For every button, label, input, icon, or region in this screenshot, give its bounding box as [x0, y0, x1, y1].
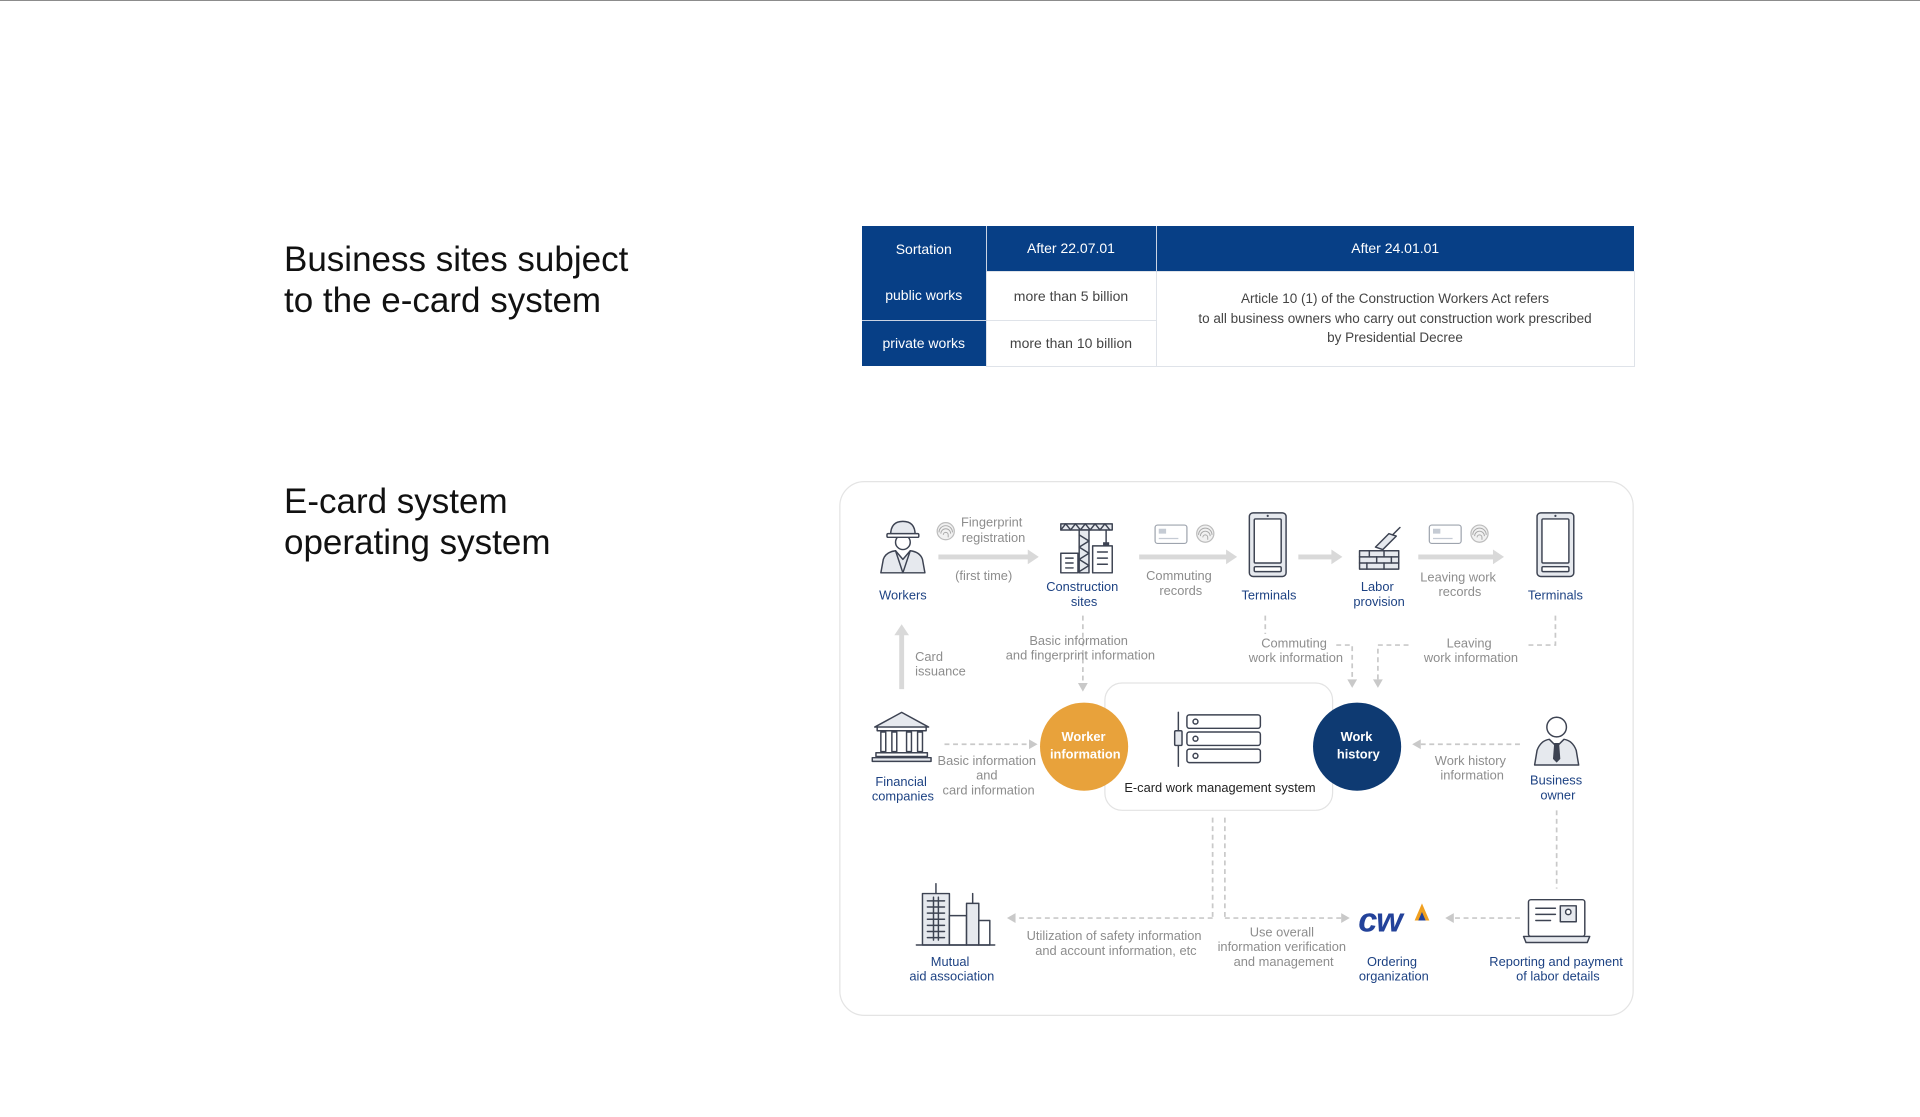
- flow-label-line: Commuting: [1146, 568, 1212, 584]
- node-label-line: Business: [1530, 772, 1583, 788]
- header-after-22-07-01: After 22.07.01: [986, 226, 1156, 271]
- flow-label-line: work information: [1248, 650, 1343, 666]
- node-label-line: organization: [1358, 968, 1429, 984]
- table-row: [862, 271, 1634, 320]
- node-label-line: Financial: [875, 773, 927, 789]
- flow-label-line: and: [976, 767, 998, 783]
- after-24-line: by Presidential Decree: [1327, 330, 1463, 346]
- e-card-diagram-panel: [839, 481, 1634, 1016]
- node-label-line: Ordering: [1367, 953, 1418, 969]
- commuting-work-info-label: [1248, 635, 1343, 665]
- fingerprint-icon: [1471, 525, 1488, 542]
- node-label-line: Mutual: [930, 953, 970, 969]
- after-24-line: Article 10 (1) of the Construction Workers Act refers: [1240, 291, 1550, 307]
- flow-label-line: Card: [915, 648, 943, 664]
- server-icon: [1175, 712, 1261, 766]
- cell-after-24: [1156, 271, 1634, 366]
- node-label-line: Workers: [879, 587, 927, 603]
- ordering-organization-label: [1359, 954, 1429, 984]
- heading-line: E-card system: [284, 482, 508, 521]
- heading-line: operating system: [284, 523, 551, 562]
- hub-label-line: Work: [1340, 729, 1373, 745]
- terminals-commute-label: [1241, 588, 1296, 603]
- top-divider: [0, 0, 1920, 1]
- system-label: [1124, 780, 1315, 795]
- flow-label-line: Leaving work: [1420, 569, 1496, 585]
- node-label-line: Reporting and payment: [1489, 953, 1623, 969]
- cell-private-works-after-22: more than 10 billion: [986, 320, 1156, 366]
- id-card-icon: [1429, 525, 1461, 543]
- system-label-text: E-card work management system: [1124, 779, 1316, 795]
- terminals-leave-label: [1528, 588, 1583, 603]
- terminal-icon: [1249, 513, 1286, 577]
- table-header-row: [862, 226, 1634, 271]
- flow-label-line: Commuting: [1261, 635, 1327, 651]
- heading-line: to the e-card system: [284, 281, 602, 320]
- utilization-label: [1027, 928, 1205, 958]
- node-label-line: of labor details: [1516, 968, 1600, 984]
- node-label-line: Terminals: [1241, 587, 1297, 603]
- heading-line: Business sites subject: [284, 240, 629, 279]
- node-label-line: sites: [1070, 593, 1098, 609]
- flow-label-line: card information: [942, 782, 1035, 798]
- flow-label-line: work information: [1423, 650, 1519, 666]
- flow-label-line: Utilization of safety information: [1026, 928, 1202, 944]
- labor-provision-label: [1353, 579, 1404, 609]
- node-label-line: Construction: [1046, 579, 1119, 595]
- flow-label-line: records: [1438, 584, 1482, 600]
- flow-label-line: Basic information: [937, 753, 1037, 769]
- financial-companies-label: [872, 774, 934, 804]
- hub-label-line: Worker: [1061, 729, 1106, 745]
- flow-label-line: Work history: [1434, 753, 1506, 769]
- node-label-line: Terminals: [1527, 587, 1583, 603]
- header-after-24-01-01: After 24.01.01: [1156, 226, 1634, 271]
- row-label-private-works: private works: [862, 320, 986, 366]
- business-sites-table: [862, 226, 1635, 367]
- node-label-line: aid association: [909, 968, 995, 984]
- terminal-icon: [1537, 513, 1574, 577]
- fingerprint-icon: [1197, 525, 1214, 542]
- flow-label-line: (first time): [955, 568, 1013, 584]
- header-sortation: Sortation: [862, 226, 986, 271]
- flow-label-line: issuance: [915, 663, 966, 679]
- cw-logo-text: cw: [1358, 901, 1402, 940]
- laptop-report-icon: [1524, 900, 1590, 943]
- work-history-info-label: [1435, 753, 1510, 783]
- flow-label-line: and fingerprint information: [1005, 647, 1156, 663]
- flow-label-line: information: [1440, 767, 1504, 783]
- flow-label-line: Leaving: [1446, 635, 1492, 651]
- row-label-public-works: public works: [862, 271, 986, 320]
- flow-label-line: and account information, etc: [1035, 942, 1197, 958]
- node-label-line: owner: [1540, 787, 1576, 803]
- after-24-line: to all business owners who carry out construction work prescribed: [1198, 310, 1592, 326]
- node-label-line: provision: [1353, 593, 1405, 609]
- flow-label-line: registration: [961, 530, 1026, 546]
- flow-label-line: Fingerprint: [961, 514, 1023, 530]
- flow-label-line: records: [1159, 582, 1203, 598]
- fingerprint-registration-label: [961, 514, 1026, 545]
- flow-label-line: Use overall: [1249, 924, 1314, 940]
- id-card-icon: [1155, 525, 1187, 543]
- e-card-system-diagram: [839, 481, 1634, 1016]
- flow-label-line: information verification: [1217, 939, 1347, 955]
- hub-label-line: history: [1336, 746, 1380, 762]
- flow-label-line: and management: [1233, 953, 1334, 969]
- node-label-line: Labor: [1360, 579, 1394, 595]
- operating-system-heading: [284, 481, 551, 563]
- flow-label-line: Basic information: [1029, 633, 1128, 649]
- business-sites-heading: [284, 239, 628, 321]
- cell-public-works-after-22: more than 5 billion: [986, 271, 1156, 320]
- workers-label: [879, 588, 927, 603]
- fingerprint-icon: [937, 523, 954, 540]
- first-time-label: [955, 568, 1012, 583]
- hub-label-line: information: [1049, 746, 1121, 762]
- node-label-line: companies: [871, 788, 934, 804]
